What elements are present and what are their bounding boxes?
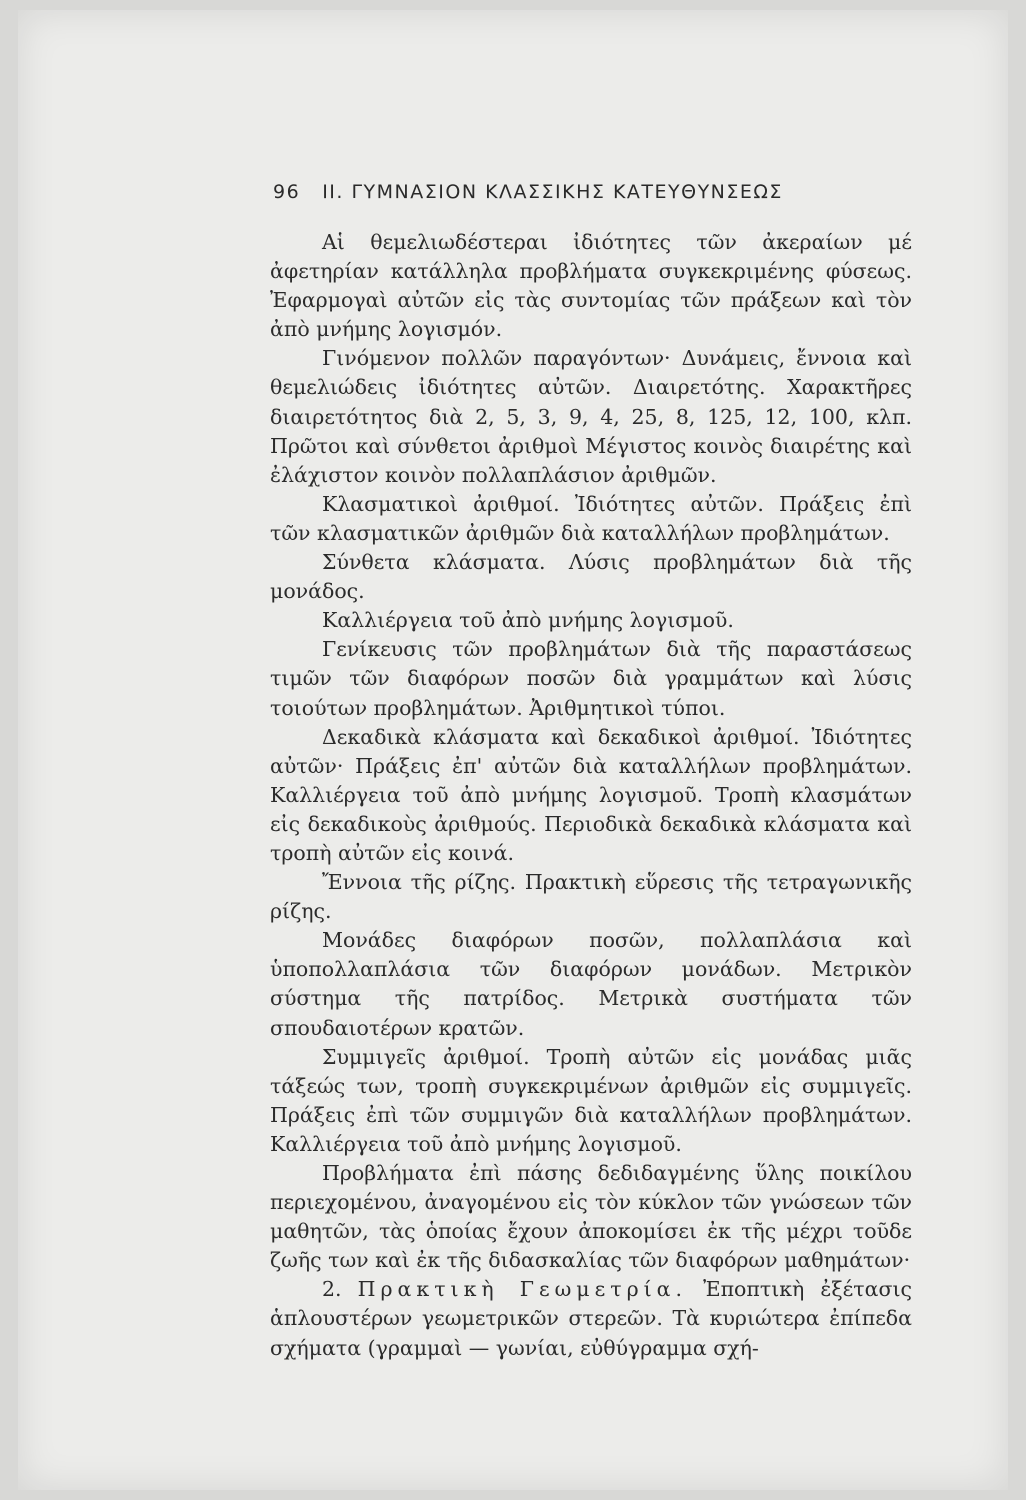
page-body — [270, 228, 912, 1363]
section-number: 2. — [322, 1277, 342, 1302]
paragraph: Γινόμενον πολλῶν παραγόντων· Δυνάμεις, ἔννοια καὶ θεμελιώδεις ἰδιότητες αὐτῶν. Διαιρετότης. Χαρακτῆρες διαιρετότητος διὰ 2, 5, 3, 9, 4, 25, 8, 125, 12, 100, κλπ. Πρῶτοι καὶ σύνθετοι ἀριθμοὶ Μέγιστος κοινὸς διαιρέτης καὶ ἐλάχιστον κοινὸν πολλαπλάσιον ἀριθμῶν. — [270, 346, 912, 487]
paragraph: Καλλιέργεια τοῦ ἀπὸ μνήμης λογισμοῦ. — [322, 608, 734, 633]
paragraph: Ἔννοια τῆς ρίζης. Πρακτικὴ εὕρεσις τῆς τετραγωνικῆς ρίζης. — [270, 870, 912, 924]
paragraph: Σύνθετα κλάσματα. Λύσις προβλημάτων διὰ τῆς μονάδος. — [270, 550, 912, 604]
book-page — [18, 10, 1008, 1490]
section-title: Πρακτικὴ Γεωμετρία. — [357, 1277, 688, 1302]
running-title: ΙΙ. ΓΥΜΝΑΣΙΟΝ ΚΛΑΣΣΙΚΗΣ ΚΑΤΕΥΘΥΝΣΕΩΣ — [322, 181, 783, 203]
page-number: 96 — [273, 181, 301, 203]
paragraph: Αἱ θεμελιωδέστεραι ἰδιότητες τῶν ἀκεραίων μέ ἀφετηρίαν κατάλληλα προβλήματα συγκεκριμένης φύσεως. Ἐφαρμογαὶ αὐτῶν εἰς τὰς συντομίας τῶν πράξεων καὶ τὸν ἀπὸ μνήμης λογισμόν. — [270, 230, 912, 342]
section-text: Ἐποπτικὴ ἐξέτασις ἁπλουστέρων γεωμετρικῶν στερεῶν. Τὰ κυριώτερα ἐπίπεδα σχήματα (γραμμαὶ — γωνίαι, εὐθύγραμμα σχή- — [270, 1277, 912, 1360]
section-paragraph — [270, 1275, 912, 1362]
paragraph: Προβλήματα ἐπὶ πάσης δεδιδαγμένης ὕλης ποικίλου περιεχομένου, ἀναγομένου εἰς τὸν κύκλον τῶν γνώσεων τῶν μαθητῶν, τὰς ὁποίας ἔχουν ἀποκομίσει ἐκ τῆς μέχρι τοῦδε ζωῆς των καὶ ἐκ τῆς διδασκαλίας τῶν διαφόρων μαθημάτων· — [270, 1161, 912, 1273]
paragraph: Συμμιγεῖς ἀριθμοί. Τροπὴ αὐτῶν εἰς μονάδας μιᾶς τάξεώς των, τροπὴ συγκεκριμένων ἀριθμῶν εἰς συμμιγεῖς. Πράξεις ἐπὶ τῶν συμμιγῶν διὰ καταλλήλων προβλημάτων. Καλλιέργεια τοῦ ἀπὸ μνήμης λογισμοῦ. — [270, 1044, 912, 1156]
running-header — [273, 181, 913, 203]
paragraph: Μονάδες διαφόρων ποσῶν, πολλαπλάσια καὶ ὑποπολλαπλάσια τῶν διαφόρων μονάδων. Μετρικὸν σύστημα τῆς πατρίδος. Μετρικὰ συστήματα τῶν σπουδαιοτέρων κρατῶν. — [270, 928, 912, 1040]
paragraph: Κλασματικοὶ ἀριθμοί. Ἰδιότητες αὐτῶν. Πράξεις ἐπὶ τῶν κλασματικῶν ἀριθμῶν διὰ καταλλήλων προβλημάτων. — [270, 491, 912, 545]
paragraph: Γενίκευσις τῶν προβλημάτων διὰ τῆς παραστάσεως τιμῶν τῶν διαφόρων ποσῶν διὰ γραμμάτων καὶ λύσις τοιούτων προβλημάτων. Ἀριθμητικοὶ τύποι. — [270, 637, 912, 720]
paragraph: Δεκαδικὰ κλάσματα καὶ δεκαδικοὶ ἀριθμοί. Ἰδιότητες αὐτῶν· Πράξεις ἐπ' αὐτῶν διὰ καταλλήλων προβλημάτων. Καλλιέργεια τοῦ ἀπὸ μνήμης λογισμοῦ. Τροπὴ κλασμάτων εἰς δεκαδικοὺς ἀριθμούς. Περιοδικὰ δεκαδικὰ κλάσματα καὶ τροπὴ αὐτῶν εἰς κοινά. — [270, 724, 912, 865]
